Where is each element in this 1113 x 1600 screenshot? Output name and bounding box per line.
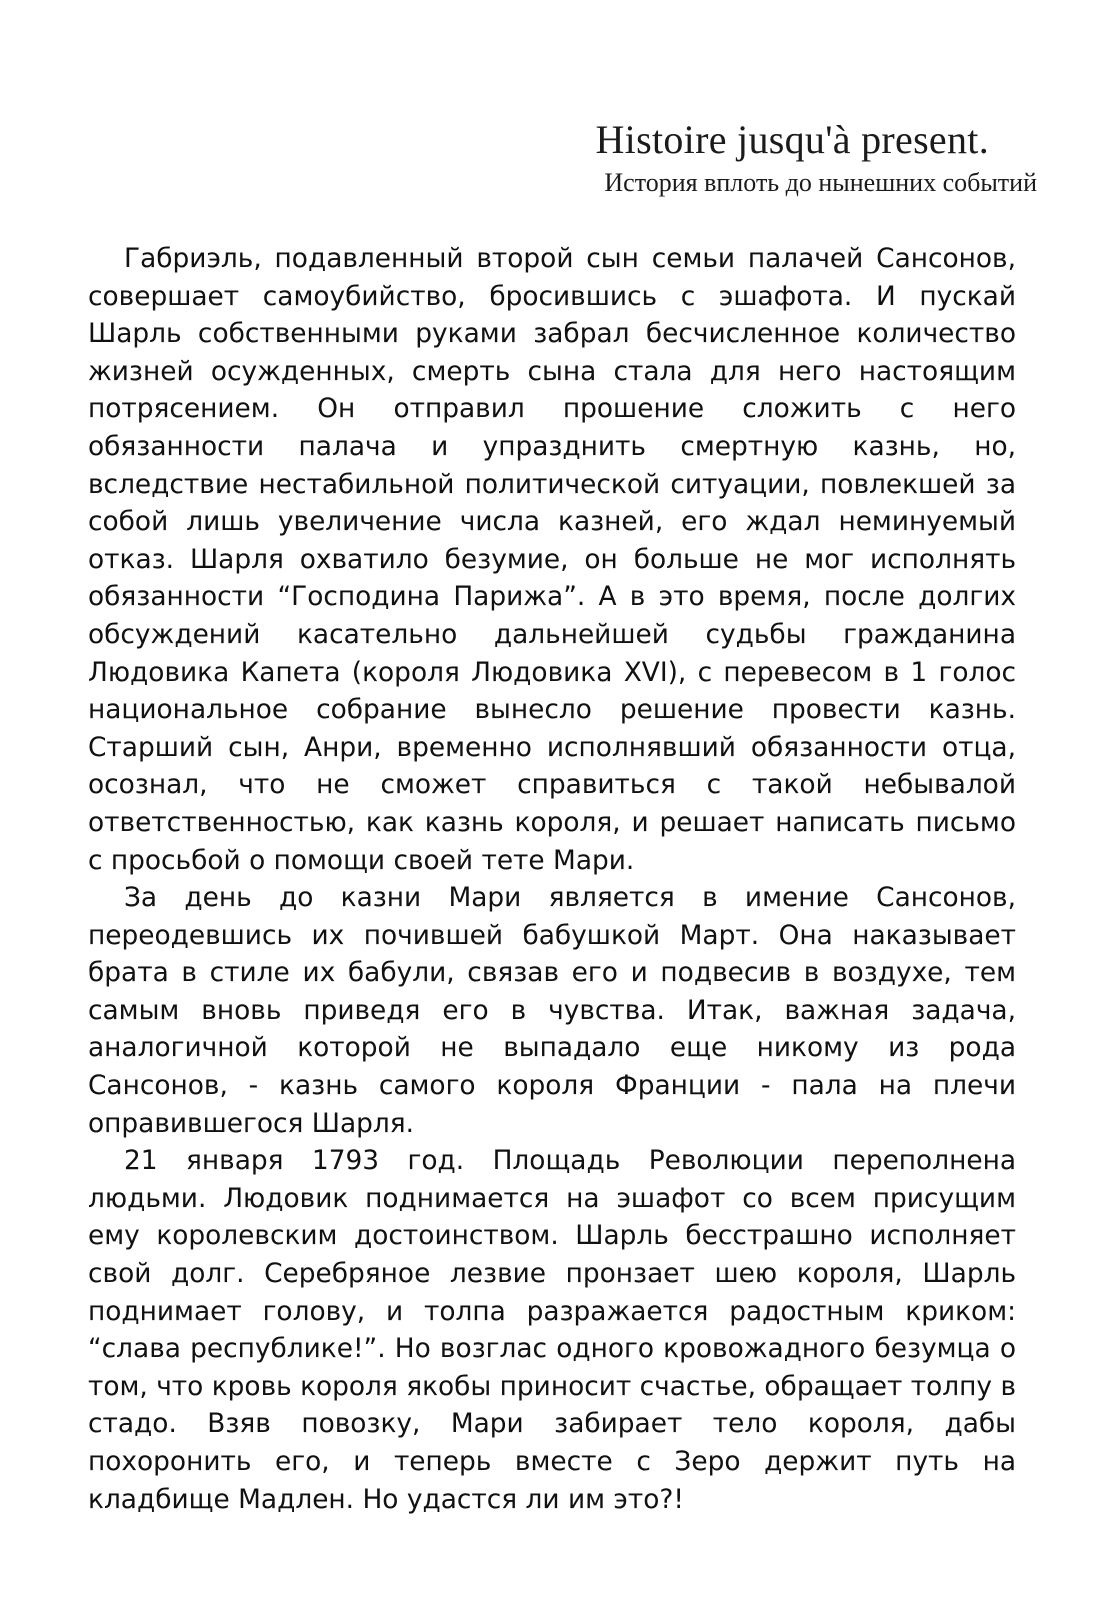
page-header: [595, 116, 1037, 200]
page-title: Histoire jusqu'à present.: [595, 117, 989, 162]
page-subtitle: История вплоть до нынешних событий: [604, 168, 1037, 197]
paragraph-2: За день до казни Мари является в имение Сансонов, переодевшись их почившей бабушкой Март. Она наказывает брата в стиле их бабули, связав его и подвесив в воздухе, тем самым вновь приведя его в чувства. Итак, важная задача, аналогичной которой не выпадало еще никому из рода Сансонов, - казнь самого короля Франции - пала на плечи оправившегося Шарля.: [88, 882, 1016, 1139]
paragraph-3: 21 января 1793 год. Площадь Революции переполнена людьми. Людовик поднимается на эшафот со всем присущим ему королевским достоинством. Шарль бесстрашно исполняет свой долг. Серебряное лезвие пронзает шею короля, Шарль поднимает голову, и толпа разражается радостным криком: “слава республике!”. Но возглас одного кровожадного безумца о том, что кровь короля якобы приносит счастье, обращает толпу в стадо. Взяв повозку, Мари забирает тело короля, дабы похоронить его, и теперь вместе с Зеро держит путь на кладбище Мадлен. Но удастся ли им это?!: [88, 1145, 1016, 1515]
body-text: [88, 240, 1016, 1518]
paragraph-1: Габриэль, подавленный второй сын семьи палачей Сансонов, совершает самоубийство, бросившись с эшафота. И пускай Шарль собственными руками забрал бесчисленное количество жизней осужденных, смерть сына стала для него настоящим потрясением. Он отправил прошение сложить с него обязанности палача и упразднить смертную казнь, но, вследствие нестабильной политической ситуации, повлекшей за собой лишь увеличение числа казней, его ждал неминуемый отказ. Шарля охватило безумие, он больше не мог исполнять обязанности “Господина Парижа”. А в это время, после долгих обсуждений касательно дальнейшей судьбы гражданина Людовика Капета (короля Людовика XVI), с перевесом в 1 голос национальное собрание вынесло решение провести казнь. Старший сын, Анри, временно исполнявший обязанности отца, осознал, что не сможет справиться с такой небывалой ответственностью, как казнь короля, и решает написать письмо с просьбой о помощи своей тете Мари.: [88, 243, 1016, 876]
